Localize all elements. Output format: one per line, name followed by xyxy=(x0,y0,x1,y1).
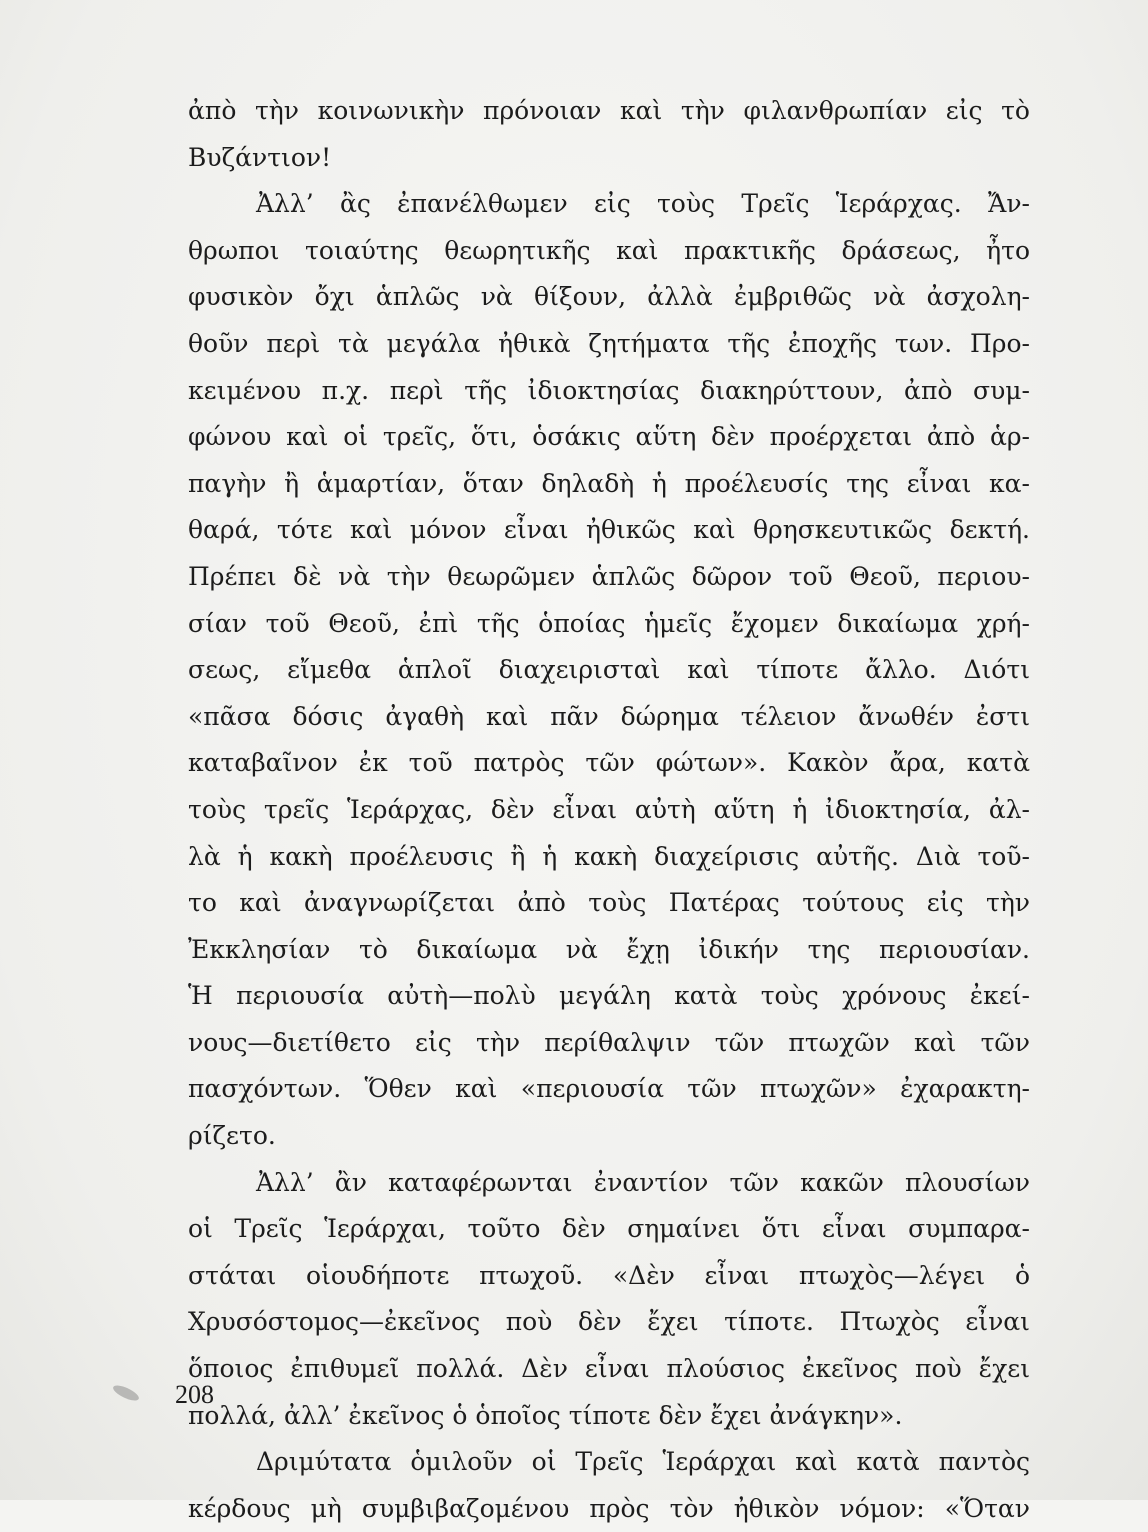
text-line: φώνου καὶ οἱ τρεῖς, ὅτι, ὁσάκις αὕτη δὲν προέρχεται ἀπὸ ἁρ- xyxy=(188,422,1030,452)
text-line: παγὴν ἢ ἁμαρτίαν, ὅταν δηλαδὴ ἡ προέλευσίς της εἶναι κα- xyxy=(188,468,1030,498)
text-line: θαρά, τότε καὶ μόνον εἶναι ἠθικῶς καὶ θρησκευτικῶς δεκτή. xyxy=(188,515,1030,545)
text-line: ὅποιος ἐπιθυμεῖ πολλά. Δὲν εἶναι πλούσιος ἐκεῖνος ποὺ ἔχει xyxy=(188,1354,1030,1384)
text-line: Ἀλλ’ ἂν καταφέρωνται ἐναντίον τῶν κακῶν πλουσίων xyxy=(256,1167,1030,1197)
text-line: πασχόντων. Ὅθεν καὶ «περιουσία τῶν πτωχῶν» ἐχαρακτη- xyxy=(188,1074,1030,1104)
text-line: κέρδους μὴ συμβιβαζομένου πρὸς τὸν ἠθικὸν νόμον: «Ὅταν xyxy=(188,1493,1030,1523)
text-line: οἱ Τρεῖς Ἱεράρχαι, τοῦτο δὲν σημαίνει ὅτι εἶναι συμπαρα- xyxy=(188,1214,1030,1244)
text-line: σίαν τοῦ Θεοῦ, ἐπὶ τῆς ὁποίας ἡμεῖς ἔχομεν δικαίωμα χρή- xyxy=(188,608,1030,638)
text-line: θοῦν περὶ τὰ μεγάλα ἠθικὰ ζητήματα τῆς ἐποχῆς των. Προ- xyxy=(188,328,1030,358)
text-line: φυσικὸν ὄχι ἁπλῶς νὰ θίξουν, ἀλλὰ ἐμβριθῶς νὰ ἀσχολη- xyxy=(188,282,1030,312)
text-line: πολλά, ἀλλ’ ἐκεῖνος ὁ ὁποῖος τίποτε δὲν ἔχει ἀνάγκην». xyxy=(188,1400,903,1430)
text-line: καταβαῖνον ἐκ τοῦ πατρὸς τῶν φώτων». Κακὸν ἄρα, κατὰ xyxy=(188,748,1030,778)
text-line: «πᾶσα δόσις ἀγαθὴ καὶ πᾶν δώρημα τέλειον ἄνωθέν ἐστι xyxy=(188,701,1030,731)
text-line: Δριμύτατα ὁμιλοῦν οἱ Τρεῖς Ἱεράρχαι καὶ κατὰ παντὸς xyxy=(256,1447,1030,1477)
page-number: 208 xyxy=(175,1380,214,1409)
text-line: Πρέπει δὲ νὰ τὴν θεωρῶμεν ἁπλῶς δῶρον τοῦ Θεοῦ, περιου- xyxy=(188,561,1030,591)
text-line: θρωποι τοιαύτης θεωρητικῆς καὶ πρακτικῆς δράσεως, ἦτο xyxy=(188,235,1030,265)
text-line: Βυζάντιον! xyxy=(188,142,332,172)
text-line: Ἡ περιουσία αὐτὴ—πολὺ μεγάλη κατὰ τοὺς χρόνους ἐκεί- xyxy=(188,981,1030,1011)
text-line: ρίζετο. xyxy=(188,1121,276,1151)
text-line: Χρυσόστομος—ἐκεῖνος ποὺ δὲν ἔχει τίποτε. Πτωχὸς εἶναι xyxy=(188,1307,1030,1337)
text-line: Ἀλλ’ ἂς ἐπανέλθωμεν εἰς τοὺς Τρεῖς Ἱεράρχας. Ἄν- xyxy=(256,189,1030,219)
text-line: κειμένου π.χ. περὶ τῆς ἰδιοκτησίας διακηρύττουν, ἀπὸ συμ- xyxy=(188,375,1030,405)
text-line: σεως, εἴμεθα ἁπλοῖ διαχειρισταὶ καὶ τίποτε ἄλλο. Διότι xyxy=(188,655,1030,685)
text-line: το καὶ ἀναγνωρίζεται ἀπὸ τοὺς Πατέρας τούτους εἰς τὴν xyxy=(188,888,1030,918)
body-text xyxy=(188,88,1030,1532)
ink-smudge xyxy=(111,1383,141,1404)
text-line: νους—διετίθετο εἰς τὴν περίθαλψιν τῶν πτωχῶν καὶ τῶν xyxy=(188,1027,1030,1057)
text-line: τοὺς τρεῖς Ἱεράρχας, δὲν εἶναι αὐτὴ αὕτη ἡ ἰδιοκτησία, ἀλ- xyxy=(188,794,1030,824)
text-line: Ἐκκλησίαν τὸ δικαίωμα νὰ ἔχῃ ἰδικήν της περιουσίαν. xyxy=(188,934,1030,964)
text-line: στάται οἱουδήποτε πτωχοῦ. «Δὲν εἶναι πτωχὸς—λέγει ὁ xyxy=(188,1260,1030,1290)
text-line: ἀπὸ τὴν κοινωνικὴν πρόνοιαν καὶ τὴν φιλανθρωπίαν εἰς τὸ xyxy=(188,96,1030,125)
text-line: λὰ ἡ κακὴ προέλευσις ἢ ἡ κακὴ διαχείρισις αὐτῆς. Διὰ τοῦ- xyxy=(188,841,1030,871)
